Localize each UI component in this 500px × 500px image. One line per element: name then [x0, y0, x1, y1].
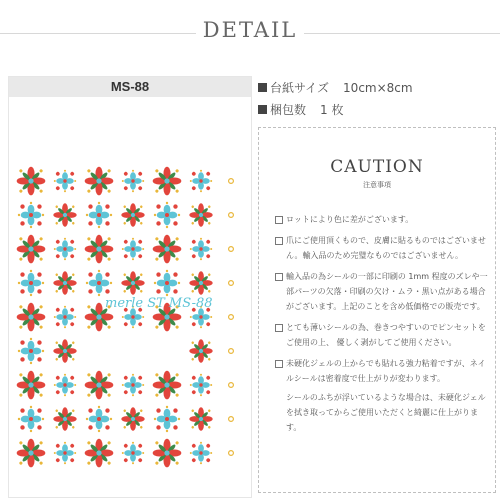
flower-sticker-red [53, 407, 76, 430]
detail-header [0, 0, 500, 68]
sticker-sheet [8, 76, 252, 498]
flower-sticker-blue [190, 170, 212, 192]
flower-sticker-blue [54, 238, 76, 260]
caution-note: とても薄いシールの為、巻きつやすいのでピンセットをご使用の上、 優しく剥がしてご使用ください。 [275, 320, 491, 350]
flower-sticker-red [121, 271, 144, 294]
ring-sticker [229, 179, 234, 184]
caution-title: CAUTION [330, 157, 424, 177]
flower-sticker-blue [18, 406, 44, 432]
flower-sticker-blue [154, 202, 180, 228]
flower-sticker-blue [86, 202, 112, 228]
flower-sticker-red [121, 407, 144, 430]
caution-note: 輸入品の為シールの一部に印刷の 1mm 程度のズレや一部パーツの欠落・印刷の欠け・ムラ・黒い点がある場合がございます。上記のことを含め低価格での販売です。 [275, 269, 491, 314]
square-bullet-icon [258, 105, 267, 114]
ring-sticker [229, 247, 234, 252]
ring-sticker [229, 315, 234, 320]
ring-sticker [229, 213, 234, 218]
spec-value: 1 枚 [320, 103, 344, 117]
flower-sticker-red [153, 167, 182, 196]
ring-sticker [229, 417, 234, 422]
flower-sticker-blue [122, 442, 144, 464]
flower-sticker-blue [190, 238, 212, 260]
checkbox-icon [275, 324, 283, 332]
flower-sticker-blue [154, 406, 180, 432]
spec-row-quantity [258, 99, 413, 121]
caution-note: ロットにより色に差がございます。 [275, 212, 491, 227]
flower-sticker-red [189, 203, 212, 226]
flower-sticker-blue [190, 442, 212, 464]
flower-sticker-red [189, 407, 212, 430]
flower-sticker-blue [122, 374, 144, 396]
flower-sticker-blue [54, 170, 76, 192]
flower-sticker-red [85, 371, 114, 400]
flower-sticker-blue [122, 170, 144, 192]
spec-label: 台紙サイズ [270, 81, 330, 95]
caution-panel [258, 127, 496, 493]
ring-sticker [229, 383, 234, 388]
flower-sticker-blue [18, 202, 44, 228]
flower-sticker-red [153, 235, 182, 264]
spec-row-size [258, 77, 413, 99]
sticker-pattern-grid [9, 77, 251, 497]
flower-sticker-red [17, 167, 46, 196]
flower-sticker-blue [154, 270, 180, 296]
flower-sticker-red [53, 203, 76, 226]
checkbox-icon [275, 360, 283, 368]
flower-sticker-red [17, 371, 46, 400]
flower-sticker-red [53, 339, 76, 362]
checkbox-icon [275, 237, 283, 245]
ring-sticker [229, 349, 234, 354]
spec-value: 10cm×8cm [343, 81, 413, 95]
header-rule-right [304, 33, 500, 34]
flower-sticker-red [85, 235, 114, 264]
flower-sticker-red [85, 167, 114, 196]
flower-sticker-blue [18, 338, 44, 364]
flower-sticker-red [121, 203, 144, 226]
ring-sticker [229, 281, 234, 286]
flower-sticker-blue [86, 270, 112, 296]
flower-sticker-red [17, 303, 46, 332]
spec-label: 梱包数 [270, 103, 307, 117]
spec-list [258, 77, 413, 121]
flower-sticker-blue [18, 270, 44, 296]
ring-sticker [229, 451, 234, 456]
flower-sticker-red [85, 439, 114, 468]
flower-sticker-red [189, 271, 212, 294]
flower-sticker-blue [122, 238, 144, 260]
flower-sticker-red [53, 271, 76, 294]
caution-subtitle: 注意事項 [363, 181, 391, 189]
flower-sticker-blue [54, 306, 76, 328]
flower-sticker-red [153, 439, 182, 468]
caution-note: 爪にご使用頂くもので、皮膚に貼るものではございません。輸入品のため完璧なものではございません。 [275, 233, 491, 263]
page-title: DETAIL [202, 18, 298, 42]
caution-extra-note: シールのふちが浮いているような場合は、未硬化ジェルを拭き取ってからご使用いただくと綺麗に仕上がります。 [286, 393, 486, 432]
flower-sticker-red [17, 235, 46, 264]
square-bullet-icon [258, 83, 267, 92]
checkbox-icon [275, 273, 283, 281]
caution-notes [275, 212, 491, 435]
flower-sticker-red [17, 439, 46, 468]
flower-sticker-blue [54, 374, 76, 396]
flower-sticker-blue [190, 374, 212, 396]
caution-note: 未硬化ジェルの上からでも貼れる強力粘着ですが、ネイルシールは密着度で仕上がりが変わります。 [275, 356, 491, 386]
flower-sticker-blue [86, 406, 112, 432]
sheet-label: MS-88 [9, 77, 251, 97]
flower-sticker-blue [54, 442, 76, 464]
flower-sticker-red [153, 371, 182, 400]
signature-text: merle ST MS-88 [105, 296, 213, 311]
checkbox-icon [275, 216, 283, 224]
flower-sticker-red [189, 339, 212, 362]
